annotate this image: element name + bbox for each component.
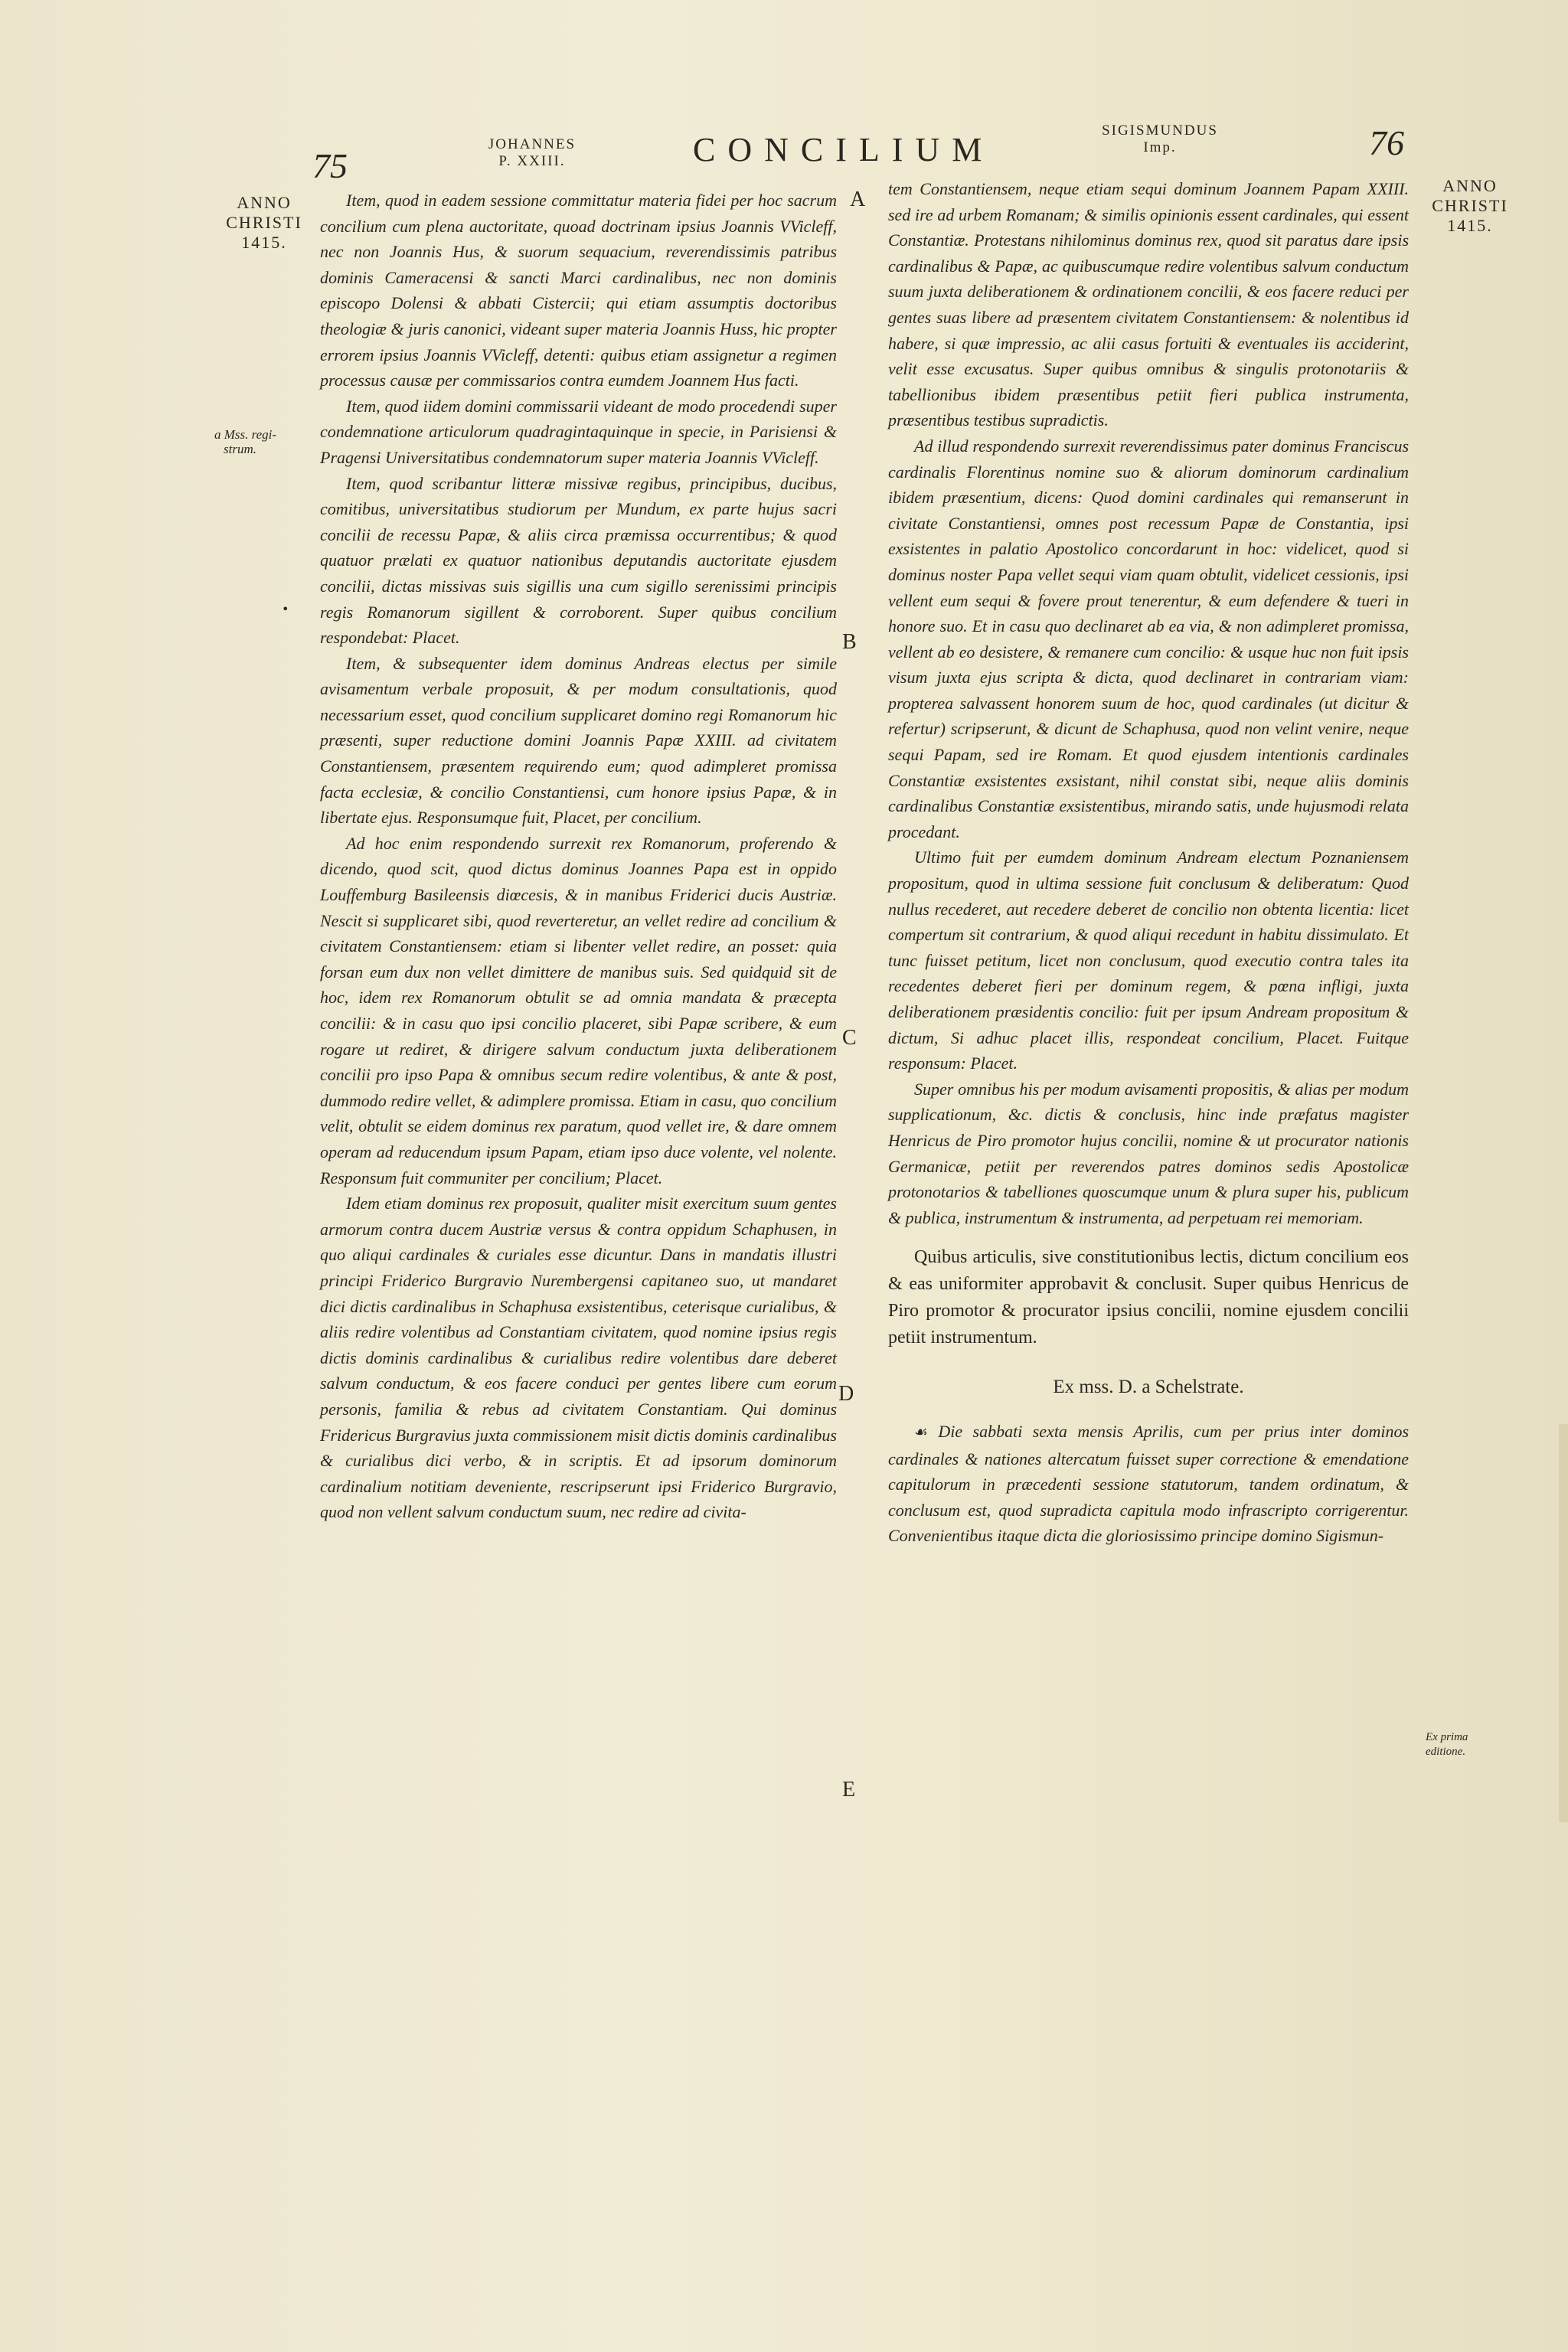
year-label: 1415.: [241, 233, 287, 252]
section-mark-c: C: [842, 1026, 857, 1050]
running-head-right-name: SIGISMUNDUS: [1102, 122, 1218, 139]
paragraph: Idem etiam dominus rex proposuit, qualiter misit exercitum suum gentes armorum contra ducem Austriæ versus & contra oppidum Schaphusen, in quo aliqui cardinales & curiales esse dicuntur. Dans in mandatis illustri principi Friderico Burgravio Nurembergensi capitaneo suo, ut mandaret dici dictis cardinalibus in Schaphusa exsistentibus, ceterisque curialibus, & aliis redire volentibus ad Constantiam civitatem, quod nomine ipsius regis dictis dominis cardinalibus & curialibus redire volentibus dare deberet salvum conductum, & eos facere conduci per gentes libere cum eorum personis, familia & rebus ad civitatem Constantiam. Qui dominus Fridericus Burgravius juxta commissionem misit dictis dominis cardinalibus & curialibus dici verbo, & in scriptis. Et ad ipsorum dominorum cardinalium notitiam deveniente, rescripserunt ipsi Friderico Burgravio, quod non vellent salvum conductum suum, nec redire ad civita-: [320, 1194, 837, 1522]
roman-paragraph: Quibus articulis, sive constitutionibus lectis, dictum concilium eos & eas uniformiter approbavit & conclusit. Super quibus Henricus de Piro promotor & procurator ipsius concilii, nomine ejusdem concilii petiit instrumentum.: [888, 1247, 1409, 1348]
margin-note-variant: [214, 427, 276, 456]
margin-year-right: [1420, 176, 1520, 236]
running-head-left: [467, 136, 597, 170]
section-mark-b: B: [842, 630, 857, 654]
christi-label: CHRISTI: [226, 213, 302, 232]
excerpt-text: Die sabbati sexta mensis Aprilis, cum per prius inter dominos cardinales & nationes altercatum fuisset super correctione & emendatione capitulorum in præcedenti sessione statutorum, tandem ordinatum, & conclusum est, quod supradicta capitula modo infrascripto corrigerentur. Convenientibus itaque dicta die gloriosissimo principe domino Sigismun-: [888, 1421, 1410, 1546]
excerpt-heading: Ex mss. D. a Schelstrate.: [1053, 1377, 1244, 1398]
running-head-left-name: JOHANNES: [488, 136, 577, 152]
anno-label: ANNO: [237, 193, 292, 212]
paragraph: Ultimo fuit per eumdem dominum Andream electum Poznaniensem propositum, quod in ultima sessione fuit conclusum & deliberatum: Quod nullus recederet, aut recedere deberet de concilio non obtenta licentia: licet compertum sit contrarium, & quod aliqui recedunt in habitu dissimulato. Et tunc fuisset petitum, licet non conclusum, quod executio contra tales ita recedentes deberet fieri per dominum regem, & pœna infligi, juxta deliberationem præsidentis concilio: fuit per ipsum Andream propositum & dictum, Si adhuc placet illis, respondeat concilium, Placet. Fuitque responsum: Placet.: [888, 848, 1409, 1073]
page-header: [0, 115, 1568, 184]
page-number-left: 75: [312, 146, 348, 185]
margin-note-line: strum.: [224, 442, 256, 456]
running-head-right: [1083, 122, 1236, 156]
christi-label: CHRISTI: [1432, 196, 1508, 215]
year-label: 1415.: [1447, 216, 1493, 235]
adjacent-page-edge: [1559, 1424, 1568, 1822]
excerpt-paragraph: [888, 1419, 1409, 1549]
paragraph: Item, & subsequenter idem dominus Andreas electus per simile avisamentum verbale proposuit, & per modum consultationis, quod necessarium esset, quod concilium supplicaret domino regi Romanorum hic præsenti, super reductione domini Joannis Papæ XXIII. ad civitatem Constantiensem, præsentem requirendo eum; quod adimpleret promissa facta ecclesiæ, & concilio Constantiensi, cum honore ipsius Papæ, & in libertate ejus. Responsumque fuit, Placet, per concilium.: [320, 653, 837, 828]
margin-note-line: editione.: [1426, 1746, 1466, 1758]
paragraph: tem Constantiensem, neque etiam sequi dominum Joannem Papam XXIII. sed ire ad urbem Romanam; & similis opinionis essent cardinales, qui essent Constantiæ. Protestans nihilominus dominus rex, quod sit paratus dare ipsis cardinalibus & Papæ, ac quibuscumque redire volentibus salvum conductum suum juxta deliberationem & ordinationem concilii, & eos facere reduci per gentes suas libere ad præsentem civitatem Constantiensem: & nolentibus id habere, si quæ impressio, ac alii casus fortuiti & eventuales iis acciderint, velit esse excusatus. Super quibus omnibus & singulis protonotariis & tabellionibus ibidem præsentibus petiit fieri publica instrumenta, præsentibus testibus supradictis.: [888, 179, 1409, 430]
page-number-right: 76: [1369, 123, 1404, 162]
paragraph: Ad hoc enim respondendo surrexit rex Romanorum, proferendo & dicendo, quod scit, quod dictus dominus Joannes Papa est in oppido Louffemburg Basileensis diœcesis, & in manibus Friderici ducis Austriæ. Nescit si supplicaret sibi, quod reverteretur, an vellet redire ad concilium & civitatem Constantiensem: etiam si libenter vellet redire, an posset: quia forsan eum dux non vellet dimittere de manibus suis. Sed quidquid sit de hoc, idem rex Romanorum obtulit se ad omnia mandata & præcepta concilii: & in casu quo ipsi concilio placeret, sibi Papæ scribere, & eum rogare ut rediret, & dirigere salvum conductum juxta deliberationem concilii pro ipso Papa & omnibus secum redire volentibus, & ante & post, dummodo redire vellet, & adimplere promissa. Etiam in casu, quo concilium velit, obtulit se eidem dominus rex paratum, quod vellet ire, & dare omnem operam ad reducendum ipsum Papam, etiam ipso duce volente, vel nolente. Responsum fuit communiter per concilium; Placet.: [320, 833, 837, 1187]
paragraph: Super omnibus his per modum avisamenti propositis, & alias per modum supplicationum, &c. dictis & conclusis, hinc inde præfatus magister Henricus de Piro promotor hujus concilii, nomine & ut procurator nationis Germanicæ, petiit per reverendos patres dominos sedis Apostolicæ protonotarios & tabelliones quoscumque unum & plura super his, publicum & publica, instrumentum & instrumenta, ad perpetuam rei memoriam.: [888, 1079, 1409, 1227]
margin-note-line: a Mss. regi-: [214, 427, 277, 442]
margin-year-left: [214, 193, 314, 253]
paragraph: Item, quod scribantur litteræ missivæ regibus, principibus, ducibus, comitibus, universitatibus studiorum per Mundum, ex parte hujus sacri concilii de recessu Papæ, & aliis circa præmissa occurrentibus; & quod quatuor prælati ex quatuor nationibus deputandis auctoritate ejusdem concilii, dictas missivas suis sigillis una cum sigillo serenissimi principis regis Romanorum sigillent & corroborent. Super quibus concilium respondebat: Placet.: [320, 473, 837, 648]
asterisk-mark: •: [282, 602, 289, 616]
left-column: [320, 188, 837, 1525]
paragraph: Item, quod in eadem sessione committatur materia fidei per hoc sacrum concilium cum plena auctoritate, quoad doctrinam ipsius Joannis VVicleff, nec non Joannis Hus, & suorum sequacium, reverendissimis patribus dominis Cameracensi & sancti Marci cardinalibus, nec non dominis episcopo Dolensi & abbati Cistercii; qui etiam assumptis doctoribus theologiæ & juris canonici, videant super materia Joannis Huss, hic propter errorem ipsius Joannis VVicleff, detenti: quibus etiam assignetur a regimen processus causæ per commissarios contra eumdem Joannem Hus facti.: [320, 191, 837, 390]
margin-note-line: Ex prima: [1426, 1731, 1468, 1743]
margin-note-edition: [1426, 1730, 1468, 1759]
right-column: [888, 176, 1409, 1549]
section-mark-d: D: [838, 1382, 854, 1406]
page-title: CONCILIUM: [693, 131, 995, 168]
section-mark-e: E: [842, 1778, 856, 1802]
running-head-right-title: Imp.: [1143, 139, 1177, 155]
fleuron-icon: ☙: [914, 1423, 928, 1441]
running-head-left-title: P. XXIII.: [498, 153, 566, 169]
paragraph: Ad illud respondendo surrexit reverendissimus pater dominus Franciscus cardinalis Florentinus nomine suo & aliorum dominorum cardinalium ibidem præsentium, dicens: Quod domini cardinales qui remanserunt in civitate Constantiensi, omnes post recessum Papæ de Constantia, ipsi exsistentes in palatio Apostolico concordarunt in hoc: videlicet, quod si dominus noster Papa vellet sequi viam quam obtulit, videlicet cessionis, ipsi vellent eum sequi & fovere prout tenerentur, & eum defendere & tueri in honore suo. Et in casu quo declinaret ab ea via, & non adimpleret promissa, vellent ab eo desistere, & remanere cum concilio: & usque huc non fuit ipsis visum juxta ejus scripta & dicta, quod declinaret in contrariam viam: propterea salvassent honorem suum de hoc, quod cardinales (ut dicitur & refertur) scripserunt, & dicunt de Schaphusa, quod non velint venire, neque sequi Papam, sed ire Romam. Et quod ejusdem intentionis cardinales Constantiæ exsistentes exsistant, nihil constat sibi, neque aliis dominis cardinalibus Constantiæ exsistentibus, mirando satis, unde hujusmodi relata procedant.: [888, 436, 1409, 841]
anno-label: ANNO: [1442, 176, 1498, 195]
section-mark-a: A: [850, 188, 866, 211]
paragraph: Item, quod iidem domini commissarii videant de modo procedendi super condemnatione articulorum quadragintaquinque in specie, in Parisiensi & Pragensi Universitatibus condemnatorum super materia Joannis VVicleff.: [320, 396, 837, 467]
